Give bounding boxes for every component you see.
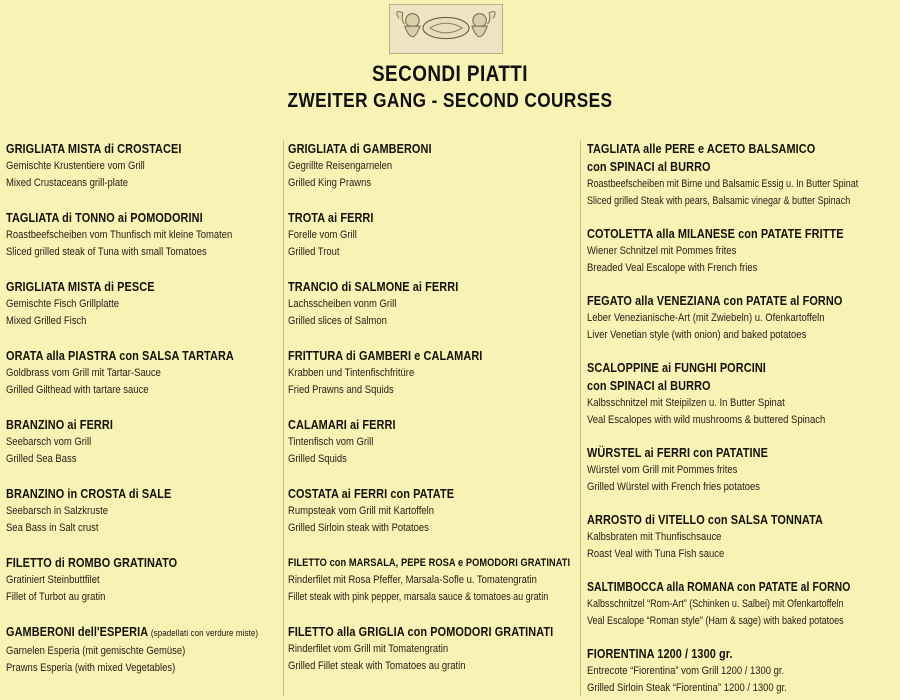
dish-name: BRANZINO ai FERRI — [6, 417, 113, 432]
dish-english: Sliced grilled Steak with pears, Balsamic vinegar & butter Spinach — [587, 195, 851, 207]
dish-name: TROTA ai FERRI — [288, 210, 374, 225]
menu-column-3 — [580, 140, 896, 696]
dish-english: Grilled Sirloin Steak “Fiorentina” 1200 / 1300 gr. — [587, 682, 787, 694]
dish-english: Veal Escalope “Roman style” (Ham & sage) with baked potatoes — [587, 615, 844, 627]
dish-english: Mixed Grilled Fisch — [6, 315, 87, 327]
dish-english: Grilled Fillet steak with Tomatoes au gratin — [288, 660, 466, 672]
menu-item — [587, 578, 896, 630]
menu-item — [587, 359, 896, 429]
dish-name: CALAMARI ai FERRI — [288, 417, 396, 432]
menu-item — [6, 485, 272, 537]
menu-item — [587, 292, 896, 344]
dish-german: Gegrillte Reisengarnelen — [288, 160, 393, 172]
dish-english: Grilled Gilthead with tartare sauce — [6, 384, 149, 396]
dish-name: SALTIMBOCCA alla ROMANA con PATATE al FORNO — [587, 579, 851, 594]
menu-item — [288, 485, 579, 537]
dish-name: GRIGLIATA di GAMBERONI — [288, 141, 432, 156]
dish-english: Grilled Würstel with French fries potatoes — [587, 481, 760, 493]
dish-german: Rinderfilet vom Grill mit Tomatengratin — [288, 643, 449, 655]
dish-german: Entrecote “Fiorentina” vom Grill 1200 / 1300 gr. — [587, 665, 785, 677]
dish-german: Forelle vom Grill — [288, 229, 357, 241]
dish-english: Veal Escalopes with wild mushrooms & buttered Spinach — [587, 414, 826, 426]
menu-item — [288, 209, 579, 261]
menu-item — [587, 511, 896, 563]
menu-item — [6, 140, 272, 192]
menu-item — [288, 554, 579, 606]
dish-english: Liver Venetian style (with onion) and baked potatoes — [587, 329, 807, 341]
dish-english: Prawns Esperia (with mixed Vegetables) — [6, 662, 176, 674]
menu-item — [587, 225, 896, 277]
dish-german: Goldbrass vom Grill mit Tartar-Sauce — [6, 367, 161, 379]
dish-name: TAGLIATA di TONNO ai POMODORINI — [6, 210, 203, 225]
menu-item — [288, 140, 579, 192]
dish-name: TAGLIATA alle PERE e ACETO BALSAMICO — [587, 141, 816, 156]
dish-name-with-note — [6, 623, 259, 643]
dish-name: FILETTO di ROMBO GRATINATO — [6, 555, 178, 570]
dish-english: Fillet steak with pink pepper, marsala sauce & tomatoes au gratin — [288, 591, 549, 603]
menu-column-2 — [283, 140, 579, 696]
menu-item — [288, 347, 579, 399]
dish-name: GRIGLIATA MISTA di CROSTACEI — [6, 141, 182, 156]
dish-english: Breaded Veal Escalope with French fries — [587, 262, 758, 274]
menu-column-1 — [6, 140, 272, 696]
dish-english: Fried Prawns and Squids — [288, 384, 394, 396]
dish-german: Tintenfisch vom Grill — [288, 436, 374, 448]
dish-name: FIORENTINA 1200 / 1300 gr. — [587, 646, 733, 661]
page-subtitle: ZWEITER GANG - SECOND COURSES — [287, 90, 613, 112]
dish-name: WÜRSTEL ai FERRI con PATATINE — [587, 445, 769, 460]
menu-item — [288, 623, 579, 675]
dish-name: COSTATA ai FERRI con PATATE — [288, 486, 455, 501]
dish-german: Kalbsschnitzel mit Steipilzen u. In Butter Spinat — [587, 397, 785, 409]
esperia-logo — [389, 4, 503, 54]
menu-item — [587, 645, 896, 696]
menu-item — [587, 140, 896, 210]
cherub-emblem-icon — [390, 5, 502, 53]
dish-name: ORATA alla PIASTRA con SALSA TARTARA — [6, 348, 234, 363]
dish-german: Kalbsschnitzel “Rom-Art” (Schinken u. Salbei) mit Ofenkartoffeln — [587, 598, 844, 610]
menu-item — [6, 554, 272, 606]
dish-german: Rinderfilet mit Rosa Pfeffer, Marsala-Sofle u. Tomatengratin — [288, 574, 537, 586]
dish-name: SCALOPPINE ai FUNGHI PORCINI — [587, 360, 766, 375]
dish-german: Gemischte Fisch Grillplatte — [6, 298, 120, 310]
dish-name: FRITTURA di GAMBERI e CALAMARI — [288, 348, 483, 363]
menu-item — [587, 444, 896, 496]
dish-german: Leber Venezianische-Art (mit Zwiebeln) u. Ofenkartoffeln — [587, 312, 825, 324]
dish-german: Roastbeefscheiben vom Thunfisch mit kleine Tomaten — [6, 229, 233, 241]
menu-item — [288, 416, 579, 468]
dish-english: Grilled Sirloin steak with Potatoes — [288, 522, 429, 534]
dish-name: FILETTO alla GRIGLIA con POMODORI GRATINATI — [288, 624, 554, 639]
dish-name-line-2: con SPINACI al BURRO — [587, 159, 711, 174]
dish-english: Grilled Squids — [288, 453, 347, 465]
page-title: SECONDI PIATTI — [371, 61, 528, 86]
dish-english: Fillet of Turbot au gratin — [6, 591, 106, 603]
dish-german: Garnelen Esperia (mit gemischte Gemüse) — [6, 645, 186, 657]
dish-english: Grilled King Prawns — [288, 177, 372, 189]
dish-name: GAMBERONI dell'ESPERIA — [6, 624, 148, 639]
dish-name: COTOLETTA alla MILANESE con PATATE FRITTE — [587, 226, 844, 241]
dish-name: TRANCIO di SALMONE ai FERRI — [288, 279, 459, 294]
dish-name: GRIGLIATA MISTA di PESCE — [6, 279, 155, 294]
dish-english: Grilled Trout — [288, 246, 340, 258]
dish-german: Würstel vom Grill mit Pommes frites — [587, 464, 738, 476]
dish-english: Sliced grilled steak of Tuna with small Tomatoes — [6, 246, 207, 258]
dish-german: Wiener Schnitzel mit Pommes frites — [587, 245, 737, 257]
menu-item — [6, 209, 272, 261]
menu-item — [6, 416, 272, 468]
dish-name: FILETTO con MARSALA, PEPE ROSA e POMODORI GRATINATI — [288, 557, 571, 569]
dish-english: Grilled slices of Salmon — [288, 315, 387, 327]
dish-german: Rumpsteak vom Grill mit Kartoffeln — [288, 505, 434, 517]
menu-item — [6, 623, 272, 677]
dish-english: Grilled Sea Bass — [6, 453, 77, 465]
dish-german: Lachsscheiben vonm Grill — [288, 298, 397, 310]
dish-german: Seebarsch in Salzkruste — [6, 505, 109, 517]
dish-name: FEGATO alla VENEZIANA con PATATE al FORNO — [587, 293, 843, 308]
dish-german: Gemischte Krustentiere vom Grill — [6, 160, 145, 172]
menu-item — [6, 347, 272, 399]
dish-note: (spadellati con verdure miste) — [150, 628, 259, 639]
dish-german: Seebarsch vom Grill — [6, 436, 92, 448]
dish-english: Sea Bass in Salt crust — [6, 522, 99, 534]
dish-name-line-2: con SPINACI al BURRO — [587, 378, 711, 393]
menu-item — [288, 278, 579, 330]
dish-english: Mixed Crustaceans grill-plate — [6, 177, 128, 189]
dish-german: Gratiniert Steinbuttfilet — [6, 574, 100, 586]
dish-german: Krabben und Tintenfischfritüre — [288, 367, 415, 379]
menu-item — [6, 278, 272, 330]
dish-german: Kalbsbraten mit Thunfischsauce — [587, 531, 722, 543]
dish-english: Roast Veal with Tuna Fish sauce — [587, 548, 725, 560]
dish-name: BRANZINO in CROSTA di SALE — [6, 486, 172, 501]
dish-german: Roastbeefscheiben mit Birne und Balsamic Essig u. In Butter Spinat — [587, 178, 859, 190]
dish-name: ARROSTO di VITELLO con SALSA TONNATA — [587, 512, 823, 527]
